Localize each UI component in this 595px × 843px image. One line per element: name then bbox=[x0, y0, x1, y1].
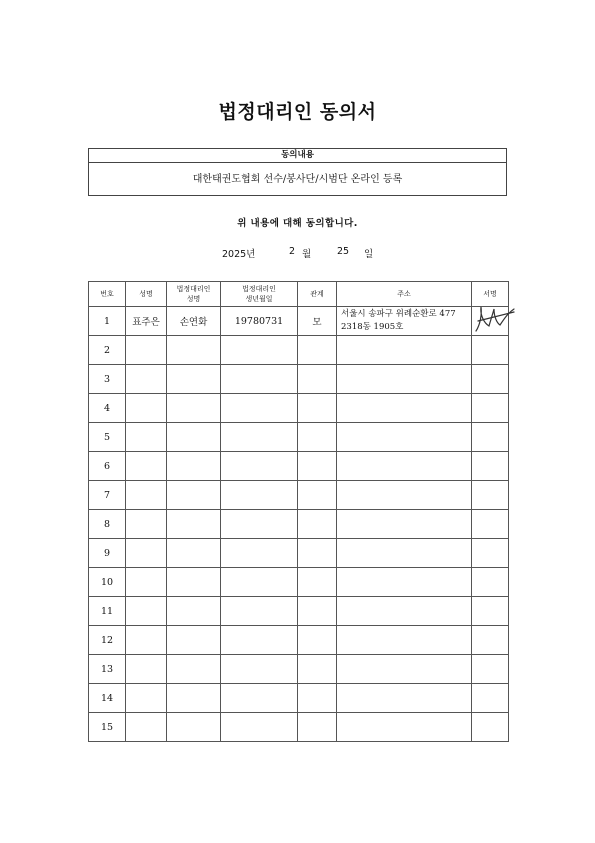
relation-cell bbox=[298, 713, 337, 742]
date-month-unit: 월 bbox=[302, 249, 312, 260]
consent-content: 대한태권도협회 선수/봉사단/시범단 온라인 등록 bbox=[192, 174, 403, 185]
guardian-name-cell bbox=[167, 452, 221, 481]
table-header-row bbox=[89, 282, 509, 307]
signature-stroke bbox=[476, 307, 514, 331]
address-cell bbox=[337, 481, 472, 510]
guardian-birthdate-cell bbox=[221, 539, 298, 568]
guardian-name-cell bbox=[167, 423, 221, 452]
table-body bbox=[89, 307, 509, 742]
student-name-cell bbox=[126, 713, 167, 742]
table-row bbox=[89, 307, 509, 336]
table-row bbox=[89, 568, 509, 597]
row-number-cell: 4 bbox=[89, 394, 126, 423]
relation-cell bbox=[298, 568, 337, 597]
guardian-name-cell bbox=[167, 597, 221, 626]
relation-cell bbox=[298, 684, 337, 713]
student-name-cell bbox=[126, 597, 167, 626]
student-name-cell bbox=[126, 452, 167, 481]
address-cell bbox=[337, 336, 472, 365]
relation-cell bbox=[298, 394, 337, 423]
table-row bbox=[89, 684, 509, 713]
signature-cell bbox=[472, 481, 509, 510]
row-number-cell: 11 bbox=[89, 597, 126, 626]
student-name-cell bbox=[126, 510, 167, 539]
address-cell bbox=[337, 655, 472, 684]
guardian-birthdate-cell bbox=[221, 336, 298, 365]
address-cell bbox=[337, 713, 472, 742]
guardian-name-cell bbox=[167, 365, 221, 394]
guardian-name-cell bbox=[167, 539, 221, 568]
signature-cell bbox=[472, 597, 509, 626]
table-row bbox=[89, 655, 509, 684]
signature-cell bbox=[472, 336, 509, 365]
row-number-cell: 2 bbox=[89, 336, 126, 365]
guardian-birthdate-cell bbox=[221, 481, 298, 510]
student-name-cell bbox=[126, 394, 167, 423]
table-row bbox=[89, 336, 509, 365]
guardian-birthdate-cell bbox=[221, 568, 298, 597]
row-number-cell: 9 bbox=[89, 539, 126, 568]
signature-cell bbox=[472, 626, 509, 655]
row-number-cell: 8 bbox=[89, 510, 126, 539]
row-number-cell: 10 bbox=[89, 568, 126, 597]
guardian-birthdate-cell bbox=[221, 626, 298, 655]
address-cell bbox=[337, 597, 472, 626]
handwritten-signature bbox=[472, 301, 516, 339]
address-cell: 서울시 송파구 위례순환로 477 2318동 1905호 bbox=[337, 307, 472, 336]
guardian-name-cell bbox=[167, 336, 221, 365]
relation-cell bbox=[298, 539, 337, 568]
relation-cell bbox=[298, 481, 337, 510]
header-guardian-name: 법정대리인 성명 bbox=[167, 282, 221, 307]
row-number-cell: 6 bbox=[89, 452, 126, 481]
date-day-unit: 일 bbox=[364, 249, 374, 260]
document-title: 법정대리인 동의서 bbox=[218, 101, 377, 123]
relation-cell bbox=[298, 597, 337, 626]
address-cell bbox=[337, 539, 472, 568]
guardian-birthdate-cell bbox=[221, 684, 298, 713]
student-name-cell bbox=[126, 336, 167, 365]
guardian-birthdate-cell: 19780731 bbox=[221, 307, 298, 336]
table-row bbox=[89, 626, 509, 655]
table-row bbox=[89, 713, 509, 742]
date-year: 2025년 bbox=[222, 249, 256, 260]
date-day-value: 25 bbox=[337, 246, 350, 257]
student-name-cell bbox=[126, 568, 167, 597]
row-number-cell: 14 bbox=[89, 684, 126, 713]
row-number-cell: 13 bbox=[89, 655, 126, 684]
guardian-birthdate-cell bbox=[221, 423, 298, 452]
student-name-cell bbox=[126, 539, 167, 568]
row-number-cell: 5 bbox=[89, 423, 126, 452]
signature-cell bbox=[472, 539, 509, 568]
consent-box bbox=[88, 148, 507, 196]
student-name-cell: 표주은 bbox=[126, 307, 167, 336]
relation-cell bbox=[298, 452, 337, 481]
table-row bbox=[89, 365, 509, 394]
student-name-cell bbox=[126, 423, 167, 452]
guardian-name-cell bbox=[167, 568, 221, 597]
student-name-cell bbox=[126, 626, 167, 655]
header-signature: 서명 bbox=[472, 282, 509, 307]
signature-cell bbox=[472, 394, 509, 423]
relation-cell: 모 bbox=[298, 307, 337, 336]
row-number-cell: 3 bbox=[89, 365, 126, 394]
table-row bbox=[89, 597, 509, 626]
signature-cell bbox=[472, 655, 509, 684]
signature-cell bbox=[472, 713, 509, 742]
relation-cell bbox=[298, 336, 337, 365]
guardian-name-cell bbox=[167, 713, 221, 742]
address-cell bbox=[337, 365, 472, 394]
signature-cell bbox=[472, 510, 509, 539]
guardian-birthdate-cell bbox=[221, 655, 298, 684]
guardian-name-cell bbox=[167, 626, 221, 655]
relation-cell bbox=[298, 655, 337, 684]
signature-cell bbox=[472, 452, 509, 481]
guardian-birthdate-cell bbox=[221, 597, 298, 626]
address-cell bbox=[337, 684, 472, 713]
signature-cell bbox=[472, 684, 509, 713]
signature-cell bbox=[472, 423, 509, 452]
guardian-birthdate-cell bbox=[221, 713, 298, 742]
guardian-birthdate-cell bbox=[221, 394, 298, 423]
table-row bbox=[89, 481, 509, 510]
signature-cell bbox=[472, 365, 509, 394]
guardian-birthdate-cell bbox=[221, 365, 298, 394]
signature-cell bbox=[472, 568, 509, 597]
guardian-birthdate-cell bbox=[221, 510, 298, 539]
relation-cell bbox=[298, 365, 337, 394]
date-month-value: 2 bbox=[289, 246, 296, 257]
address-cell bbox=[337, 394, 472, 423]
relation-cell bbox=[298, 626, 337, 655]
header-name: 성명 bbox=[126, 282, 167, 307]
signature-cell bbox=[472, 307, 509, 336]
guardian-name-cell bbox=[167, 481, 221, 510]
address-cell bbox=[337, 510, 472, 539]
guardian-name-cell: 손연화 bbox=[167, 307, 221, 336]
guardian-name-cell bbox=[167, 394, 221, 423]
student-name-cell bbox=[126, 481, 167, 510]
header-relation: 관계 bbox=[298, 282, 337, 307]
table-row bbox=[89, 539, 509, 568]
address-cell bbox=[337, 423, 472, 452]
agree-statement: 위 내용에 대해 동의합니다. bbox=[237, 218, 358, 229]
header-guardian-birth: 법정대리인 생년월일 bbox=[221, 282, 298, 307]
table-row bbox=[89, 394, 509, 423]
address-cell bbox=[337, 568, 472, 597]
relation-cell bbox=[298, 510, 337, 539]
guardian-name-cell bbox=[167, 510, 221, 539]
table-row bbox=[89, 510, 509, 539]
consent-header: 동의내용 bbox=[89, 149, 506, 163]
address-cell bbox=[337, 626, 472, 655]
header-number: 번호 bbox=[89, 282, 126, 307]
guardian-table bbox=[88, 281, 509, 742]
row-number-cell: 15 bbox=[89, 713, 126, 742]
student-name-cell bbox=[126, 365, 167, 394]
guardian-name-cell bbox=[167, 684, 221, 713]
relation-cell bbox=[298, 423, 337, 452]
student-name-cell bbox=[126, 655, 167, 684]
address-cell bbox=[337, 452, 472, 481]
table-row bbox=[89, 423, 509, 452]
table-row bbox=[89, 452, 509, 481]
row-number-cell: 12 bbox=[89, 626, 126, 655]
guardian-name-cell bbox=[167, 655, 221, 684]
row-number-cell: 1 bbox=[89, 307, 126, 336]
student-name-cell bbox=[126, 684, 167, 713]
row-number-cell: 7 bbox=[89, 481, 126, 510]
guardian-birthdate-cell bbox=[221, 452, 298, 481]
header-address: 주소 bbox=[337, 282, 472, 307]
